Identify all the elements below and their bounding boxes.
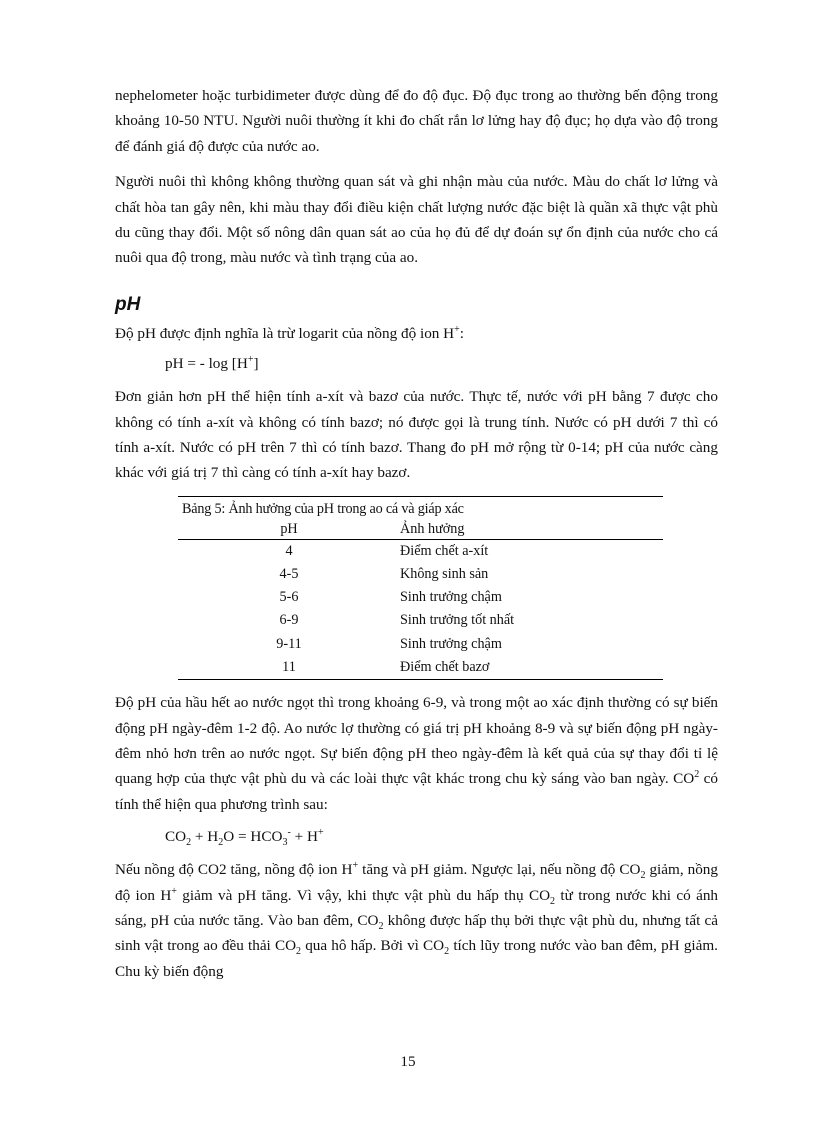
section-heading-ph: pH bbox=[115, 293, 141, 315]
paragraph-ph-definition: Độ pH được định nghĩa là trừ logarit của nồng độ ion H+: bbox=[115, 323, 465, 342]
cell-ph: 4 bbox=[285, 542, 293, 559]
paragraph-turbidity: nephelometer hoặc turbidimeter được dùng để đo độ đục. Độ đục trong ao thường bến động trong khoảng 10-50 NTU. Người nuôi thường ít khi đo chất rắn lơ lửng hay độ đục; họ dựa vào độ trong để đánh giá độ được của nước ao. bbox=[115, 87, 718, 155]
table-row bbox=[178, 656, 663, 680]
table-row bbox=[178, 563, 663, 586]
page-content bbox=[115, 83, 718, 984]
table-row bbox=[178, 539, 663, 563]
formula-carbonate: $CO_2 + H_2O = HCO_3^- + H^+$ bbox=[165, 827, 324, 849]
paragraph-color: Người nuôi thì không không thường quan sát và ghi nhận màu của nước. Màu do chất lơ lửng và chất hòa tan gây nên, khi màu thay đổi điều kiện chất lượng nước đặc biệt là quần xã thực vật phù du cũng thay đổi. Một số nông dân quan sát ao của họ đủ để dự đoán sự ổn định của nước cho cá nuôi qua độ trong, màu nước và tình trạng của ao. bbox=[115, 173, 718, 267]
cell-ph: 9-11 bbox=[276, 635, 302, 652]
table-caption: Bảng 5: Ảnh hưởng của pH trong ao cá và giáp xác bbox=[178, 496, 663, 519]
table-row bbox=[178, 633, 663, 656]
cell-ph: 5-6 bbox=[279, 589, 299, 606]
page-number: 15 bbox=[400, 1053, 416, 1070]
cell-effect: Không sinh sản bbox=[400, 566, 489, 583]
table-row bbox=[178, 586, 663, 609]
paragraph-co2-cycle: Nếu nồng độ CO2 tăng, nồng độ ion H+ tăng và pH giảm. Ngược lại, nếu nồng độ $CO_2$ giảm, nồng độ ion H+ giảm và pH tăng. Vì vậy, khi thực vật phù du hấp thụ $CO_2$ từ trong nước khi có ánh sáng, pH của nước tăng. Vào ban đêm, $CO_2$ không được hấp thụ bởi thực vật phù du, nhưng tất cả sinh vật trong ao đều thải $CO_2$ qua hô hấp. Bởi vì $CO_2$ tích lũy trong nước vào ban đêm, pH giảm. Chu kỳ biến động bbox=[115, 860, 719, 980]
table-row bbox=[178, 609, 663, 632]
paragraph-ph-variation: Độ pH của hầu hết ao nước ngọt thì trong khoảng 6-9, và trong một ao xác định thường có sự biến động pH ngày-đêm 1-2 độ. Ao nước lợ thường có giá trị pH khoảng 8-9 và sự biến động pH ngày-đêm nhỏ hơn trên ao nước ngọt. Sự biến động pH theo ngày-đêm là kết quả của sự thay đổi tỉ lệ quang hợp của thực vật phù du và các loài thực vật khác trong chu kỳ sáng vào ban ngày. $CO^2$ có tính thể hiện qua phương trình sau: bbox=[115, 694, 718, 813]
cell-effect: Điểm chết bazơ bbox=[400, 656, 663, 680]
cell-effect: Sinh trưởng chậm bbox=[400, 589, 502, 606]
cell-effect: Sinh trưởng tốt nhất bbox=[400, 612, 515, 629]
cell-effect: Điểm chết a-xít bbox=[400, 542, 489, 559]
cell-effect: Sinh trưởng chậm bbox=[400, 635, 502, 652]
column-header-ph: pH bbox=[178, 519, 400, 540]
paragraph-ph-scale: Đơn giản hơn pH thể hiện tính a-xít và bazơ của nước. Thực tế, nước với pH bằng 7 được cho không có tính a-xít và không có tính bazơ; nó được gọi là trung tính. Nước có pH dưới 7 thì có tính a-xít. Nước có pH trên 7 thì có tính bazơ. Thang đo pH mở rộng từ 0-14; pH của nước càng khác với giá trị 7 thì càng có tính a-xít hay bazơ. bbox=[115, 388, 718, 482]
cell-ph: 11 bbox=[178, 656, 400, 680]
cell-ph: 6-9 bbox=[279, 612, 299, 629]
cell-ph: 4-5 bbox=[279, 566, 299, 583]
table-header-row bbox=[178, 519, 663, 540]
formula-ph: pH = - log [H+] bbox=[165, 354, 259, 373]
column-header-effect: Ảnh hưởng bbox=[400, 519, 663, 540]
table-ph-effects bbox=[178, 496, 663, 680]
